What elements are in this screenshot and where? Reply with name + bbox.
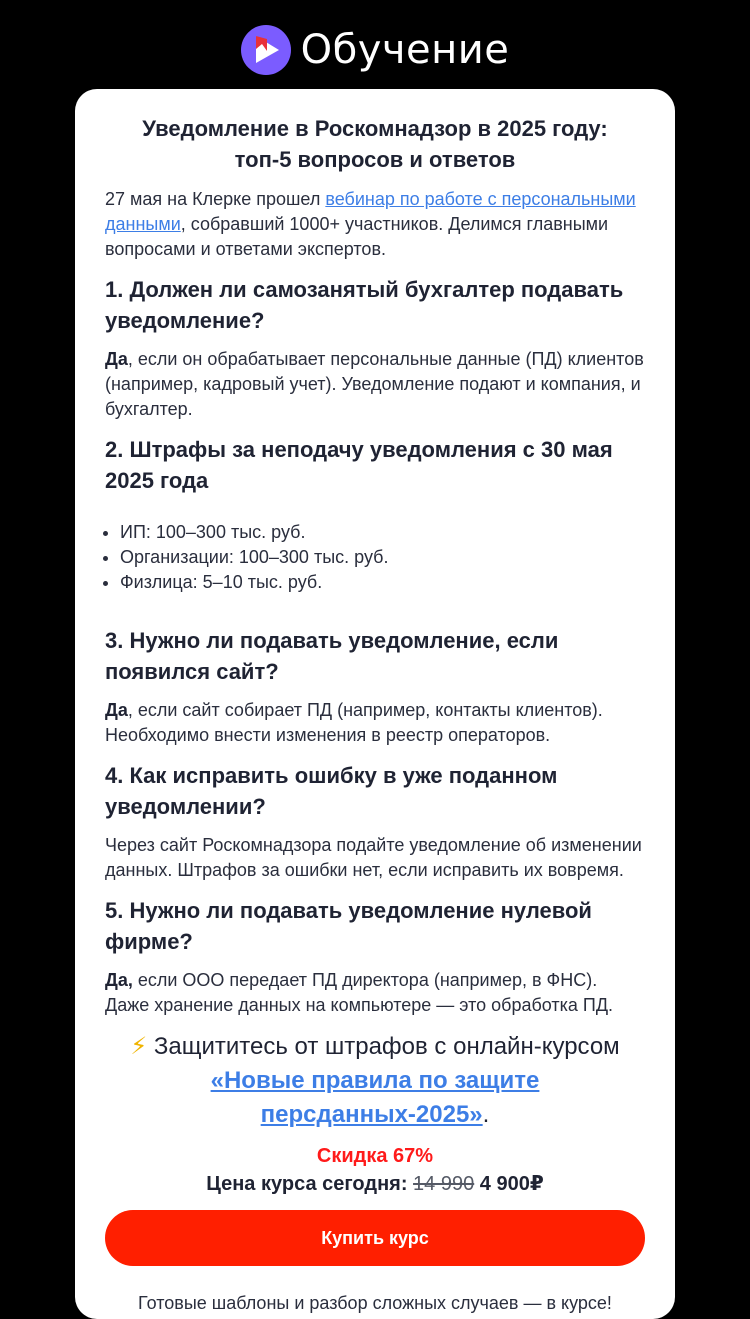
new-price: 4 900₽ [479, 1173, 544, 1195]
answer-5-bold: Да, [105, 970, 133, 990]
discount-badge: Скидка 67% [316, 1145, 434, 1167]
brand[interactable] [241, 25, 510, 75]
price-label: Цена курса сегодня: [206, 1173, 414, 1195]
brand-name: Обучение [300, 26, 510, 73]
answer-4: Через сайт Роскомнадзора подайте уведомление об изменении данных. Штрафов за ошибки нет, если исправить их вовремя. [105, 835, 642, 880]
question-5-heading: 5. Нужно ли подавать уведомление нулевой фирме? [105, 898, 592, 954]
lightning-icon: ⚡ [130, 1033, 148, 1060]
question-3-heading: 3. Нужно ли подавать уведомление, если появился сайт? [105, 628, 559, 684]
intro-text-before: 27 мая на Клерке прошел [105, 189, 326, 209]
fine-item-individuals: • Физлица: 5–10 тыс. руб. [120, 570, 645, 595]
answer-5 [105, 968, 645, 1018]
answer-5-text: если ООО передает ПД директора (например, в ФНС). Даже хранение данных на компьютере — это обработка ПД. [105, 970, 614, 1015]
title-line-2: топ-5 вопросов и ответов [234, 147, 516, 172]
course-price [105, 1170, 645, 1198]
question-1-heading: 1. Должен ли самозанятый бухгалтер подавать уведомление? [105, 277, 624, 333]
footer-note: Готовые шаблоны и разбор сложных случаев — в курсе! [138, 1293, 612, 1313]
question-4-heading: 4. Как исправить ошибку в уже поданном уведомлении? [105, 763, 558, 819]
fine-item-ip: • ИП: 100–300 тыс. руб. [120, 520, 645, 545]
fines-list [105, 520, 645, 595]
email-header [0, 0, 750, 89]
answer-1-bold: Да [105, 349, 128, 369]
intro-paragraph [105, 187, 645, 262]
old-price: 14 990 [413, 1173, 475, 1195]
answer-3-text: , если сайт собирает ПД (например, контакты клиентов). Необходимо внести изменения в реестр операторов. [105, 700, 603, 745]
fine-item-organizations: • Организации: 100–300 тыс. руб. [120, 545, 645, 570]
course-promo [105, 1030, 645, 1132]
answer-3 [105, 698, 645, 748]
title-line-1: Уведомление в Роскомнадзор в 2025 году: [142, 116, 608, 141]
article-title [105, 113, 645, 175]
buy-course-button[interactable]: Купить курс [105, 1210, 645, 1266]
promo-period: . [482, 1101, 490, 1128]
promo-text: Защититесь от штрафов с онлайн-курсом [147, 1033, 620, 1060]
play-flag-logo-icon [241, 25, 291, 75]
answer-1 [105, 347, 645, 422]
course-link[interactable]: «Новые правила по защите персданных-2025» [210, 1067, 540, 1128]
newsletter-card [75, 89, 675, 1319]
webinar-link[interactable]: вебинар по работе с персональными данными [105, 189, 636, 234]
answer-1-text: , если он обрабатывает персональные данные (ПД) клиентов (например, кадровый учет). Уведомление подают и компания, и бухгалтер. [105, 349, 644, 419]
answer-3-bold: Да [105, 700, 128, 720]
intro-text-after: , собравший 1000+ участников. Делимся главными вопросами и ответами экспертов. [105, 214, 609, 259]
question-2-heading: 2. Штрафы за неподачу уведомления с 30 мая 2025 года [105, 437, 613, 493]
